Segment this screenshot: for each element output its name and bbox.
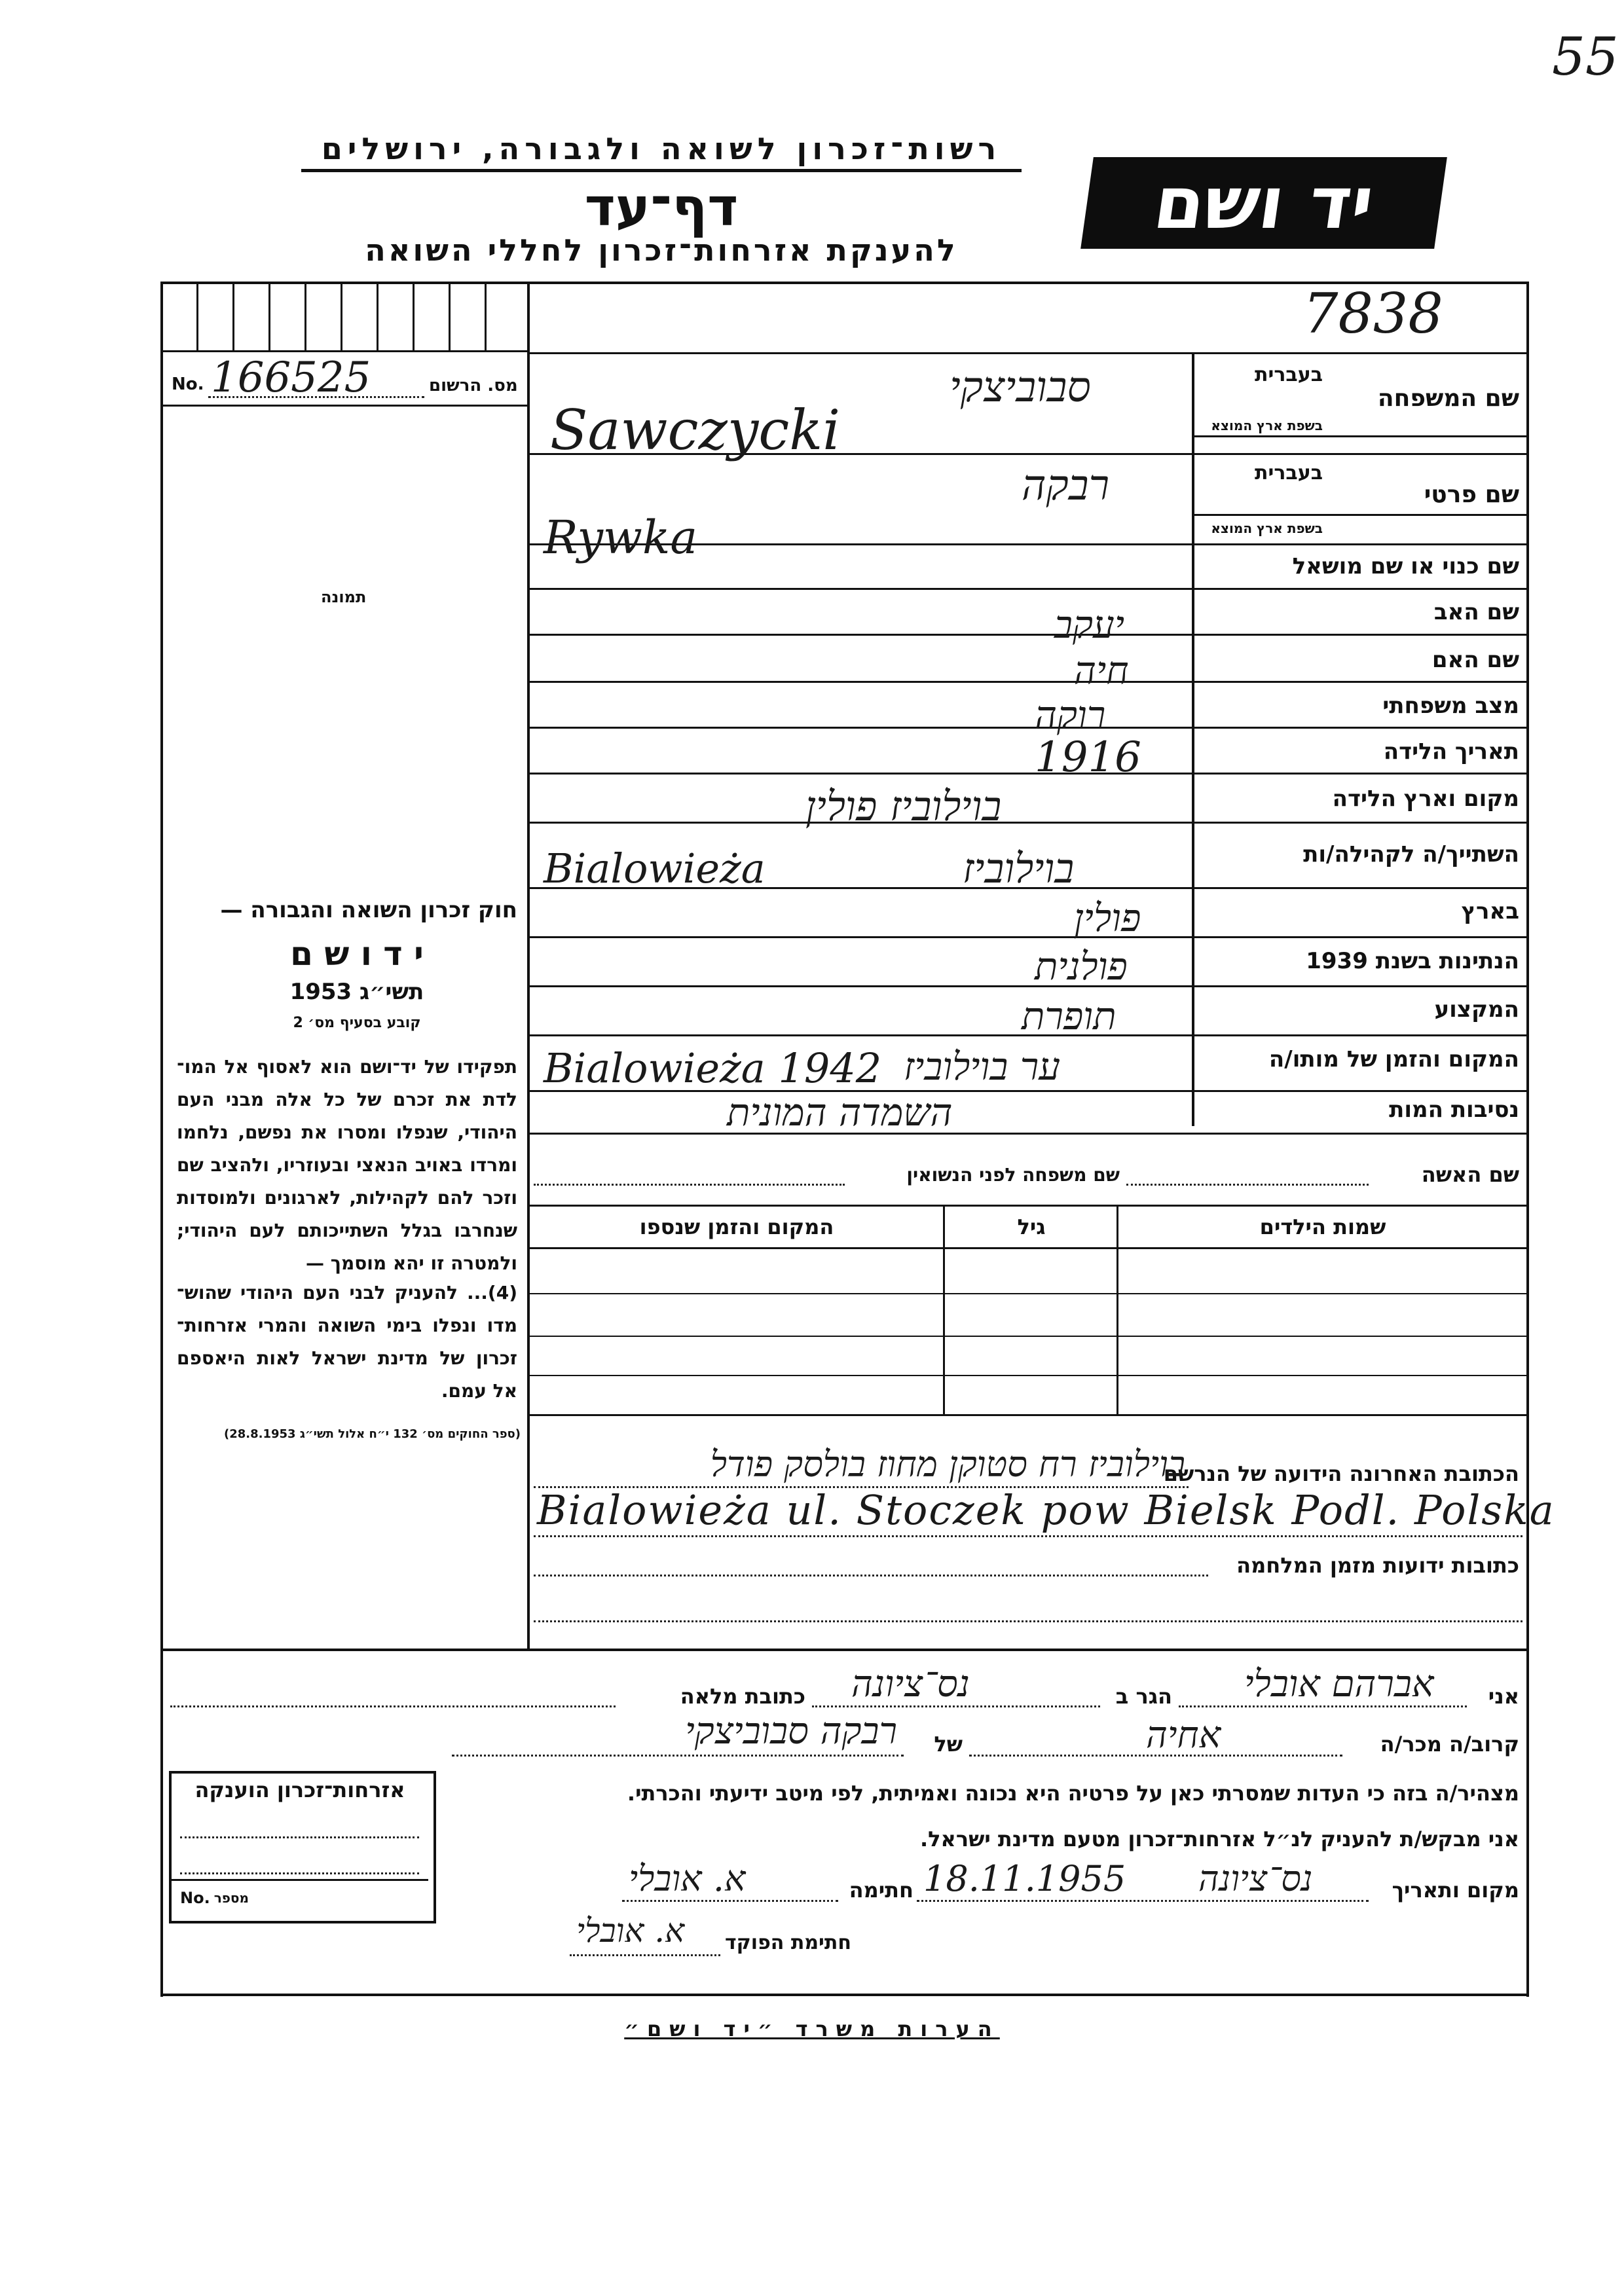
children-row-line [527,1336,1529,1337]
surname-native-sublabel: בשפת ארץ המוצא [1211,418,1323,433]
citizenship-box-dotline [180,1836,419,1838]
community-native-value: Bialowieża [544,845,766,892]
row-line-wife [527,1205,1529,1207]
form-left-border [160,282,163,1997]
row-line-citizenship [527,985,1529,987]
file-number: 7838 [1303,282,1443,346]
citizenship-box-dotline [180,1872,419,1874]
father-label: שם האב [1433,599,1519,625]
code-box-divider [232,282,234,350]
declarant-of-dotline [452,1755,904,1757]
form-right-border [1526,282,1529,1997]
law-text-2: (4)... להעניק לבני העם היהודי שהוש־ מדו ונפלו בימי השואה והמרי אזרחות־ זכרון של מדינת ישראל לאות היאספם אל עמם. [177,1282,517,1402]
children-col-divider [943,1205,945,1414]
code-box-divider [449,282,451,350]
children-col-divider [1116,1205,1118,1414]
form-bottom-border [160,1994,1529,1996]
row-line-marital [527,727,1529,729]
birthplace-value: בוילוביז פולין [805,782,1002,830]
marital-status-label: מצב משפחתי [1382,693,1519,719]
code-box-divider [485,282,487,350]
yad-vashem-logo: יד ושם [1080,157,1447,249]
registration-number: 166525 [211,354,371,402]
community-hebrew-value: בוילוביז [963,845,1075,892]
children-table-bottom [527,1414,1529,1416]
row-line-firstname-hebrew [1192,514,1529,516]
row-line-birthdate [527,773,1529,774]
declarant-resides-dotline [812,1705,1100,1707]
address-dotline-2 [534,1535,1522,1537]
address-hebrew-value: בוילוביז רח סטוקן מחוז בולסק פודל [710,1444,1185,1485]
code-box-divider [304,282,306,350]
place-date-dotline [917,1900,1369,1902]
death-hebrew-value: ער בוילוביז [904,1044,1061,1089]
registration-label: מס. הרשום [429,376,518,395]
law-source: (ספר החוקים מס׳ 132 י״ח אלול תשי״ג 28.8.1953) [224,1427,521,1441]
surname-native-value: Sawczycki [550,398,841,462]
footer-notes: הערות משרד ״יד ושם״ [624,2016,1000,2041]
country-value: פולין [1074,896,1141,940]
firstname-label: שם פרטי [1424,481,1519,508]
code-box-divider [341,282,342,350]
row-line-father [527,634,1529,636]
declarant-address-label: כתובת מלאה [680,1684,805,1709]
place-date-label: מקום ותאריך [1392,1878,1519,1903]
mother-label: שם האם [1431,647,1519,673]
father-value: יעקב [1054,602,1125,647]
authority-header: רשות־זכרון לשואה ולגבורה, ירושלים [321,131,1002,166]
children-names-header: שמות הילדים [1259,1214,1386,1239]
clerk-signature-label: חתימת הפוקד [725,1931,851,1954]
law-clause: קובע בסעיף מס׳ 2 [293,1015,421,1031]
wartime-dotline-2 [534,1620,1522,1622]
photo-label: תמונה [321,588,367,606]
registration-row-bottom [160,405,527,407]
birthdate-value: 1916 [1035,733,1141,782]
code-box-divider [413,282,415,350]
law-text-1: תפקידו של יד־ושם הוא לאסוף אל המו־ לדת את זכרם של כל אלה מבני העם היהודי, שנפלו ומסרו את נפשם, נלחמו ומרדו באויב הנאצי ובעוזריו, ולהציב שם וזכר להם לקהילות, לארגונים ולמוסדות שנחרבו בגלל השתייכותם לעם היהודי; ולמטרה זו יהא מוסמך — [177,1056,517,1274]
declarant-relative-dotline [969,1755,1342,1757]
code-box-divider [196,282,198,350]
mother-value: חיה [1074,648,1129,693]
declarant-relative-label: קרוב/ה מכר/ה [1380,1732,1519,1757]
date-value: 18.11.1955 [923,1858,1126,1899]
code-box-divider [268,282,270,350]
form-title: דף־עד [584,177,739,238]
left-column-border [527,282,530,1650]
row-line-country [527,936,1529,938]
request-text: אני מבקש/ת להעניק לנ״ל אזרחות־זכרון מטעם מדינת ישראל. [920,1827,1519,1851]
address-section-bottom [160,1649,1529,1651]
wife-label: שם האשה [1421,1162,1519,1187]
signature-dotline [622,1900,838,1902]
nickname-label: שם כנוי או שם מושאל [1292,553,1519,579]
declarant-name-dotline [1179,1705,1467,1707]
corner-page-number: 55 [1552,26,1619,87]
firstname-hebrew-sublabel: בעברית [1255,462,1323,484]
children-age-header: גיל [1017,1214,1046,1239]
registration-no-prefix: No. [172,374,204,394]
label-column-border [1192,354,1194,1126]
signature-label: חתימה [849,1878,913,1903]
wife-maiden-label: שם משפחה לפני הנשואין [906,1164,1120,1186]
code-box-divider [377,282,378,350]
children-row-line [527,1293,1529,1294]
birthdate-label: תאריך הלידה [1383,738,1519,765]
citizenship-granted-title: אזרחות־זכרון הוענקה [194,1777,405,1802]
wife-maiden-dotline [534,1184,845,1186]
wartime-address-label: כתובות ידועות מזמן המלחמה [1236,1553,1519,1578]
citizenship-box-number-label: מספר [213,1890,249,1906]
citizenship-1939-label: הנתינות בשנת 1939 [1306,948,1519,974]
community-label: השתייך/ה לקהילה/ות [1303,841,1519,867]
code-box-bottom [160,350,527,352]
surname-label: שם המשפחה [1377,385,1519,412]
death-circumstances-value: השמדה המונית [727,1090,953,1135]
registration-dotline [208,396,424,398]
place-value: נס־ציונה [1198,1858,1313,1899]
file-number-row-bottom [527,352,1529,354]
authority-underline [301,169,1022,172]
signature-value: א. אובלי [629,1858,746,1899]
address-label: הכתובת האחרונה הידועה של הנרשם [1163,1461,1519,1486]
row-line-birthplace [527,822,1529,824]
clerk-signature-dotline [570,1954,720,1956]
row-line-nickname [527,588,1529,590]
citizenship-box-no: No. [180,1889,210,1907]
declarant-resides-value: נס־ציונה [851,1663,970,1705]
death-place-time-label: המקום והזמן של מותו/ה [1268,1046,1519,1072]
death-native-value: Bialowieża 1942 [544,1044,882,1092]
death-circumstances-label: נסיבות המות [1389,1097,1519,1123]
birthplace-label: מקום וארץ הלידה [1332,786,1519,812]
children-place-header: המקום והזמן שנספו [639,1214,834,1239]
surname-hebrew-value: סבוביצקי [950,363,1091,412]
country-label: בארץ [1461,898,1519,924]
clerk-signature-value: א. אובלי [576,1912,685,1950]
firstname-native-value: Rywka [544,511,698,564]
declarant-i-label: אני [1488,1684,1519,1709]
firstname-hebrew-value: רבקה [1022,462,1110,510]
declarant-resides-label: הגר ב [1115,1684,1172,1709]
form-subtitle: להענקת אזרחות־זכרון לחללי השואה [365,232,958,268]
row-line-mother [527,681,1529,683]
declarant-name-value: אברהם אובלי [1244,1663,1434,1705]
marital-status-value: רוקה [1035,693,1106,737]
children-row-line [527,1375,1529,1376]
declarant-relative-value: אחיה [1146,1714,1221,1757]
law-title: חוק זכרון השואה והגבורה — [220,897,517,923]
firstname-native-sublabel: בשפת ארץ המוצא [1211,520,1323,536]
declaration-text: מצהיר/ה בזה כי העדות שמסרתי כאן על פרטיה היא נכונה ואמיתית, לפי מיטב ידיעתי והכרתי. [627,1781,1519,1806]
declarant-of-value: רבקה סבוביצקי [685,1710,897,1753]
wartime-dotline [534,1575,1208,1576]
citizenship-box-number-line [172,1879,428,1881]
profession-value: תופרת [1022,994,1116,1038]
wife-dotline [1126,1184,1369,1186]
surname-hebrew-sublabel: בעברית [1255,363,1323,386]
children-header-bottom [527,1247,1529,1249]
law-year: תשי״ג 1953 [289,979,424,1005]
law-name: י ד ו ש ם [290,935,424,973]
address-native-value: Bialowieża ul. Stoczek pow Bielsk Podl. Polska [537,1486,1555,1534]
citizenship-1939-value: פולנית [1035,944,1128,989]
row-line-surname-hebrew [1192,435,1529,437]
profession-label: המקצוע [1434,996,1519,1023]
declarant-address-dotline [170,1705,616,1707]
row-line-circumstances [527,1133,1529,1135]
declarant-of-label: של [934,1732,963,1757]
